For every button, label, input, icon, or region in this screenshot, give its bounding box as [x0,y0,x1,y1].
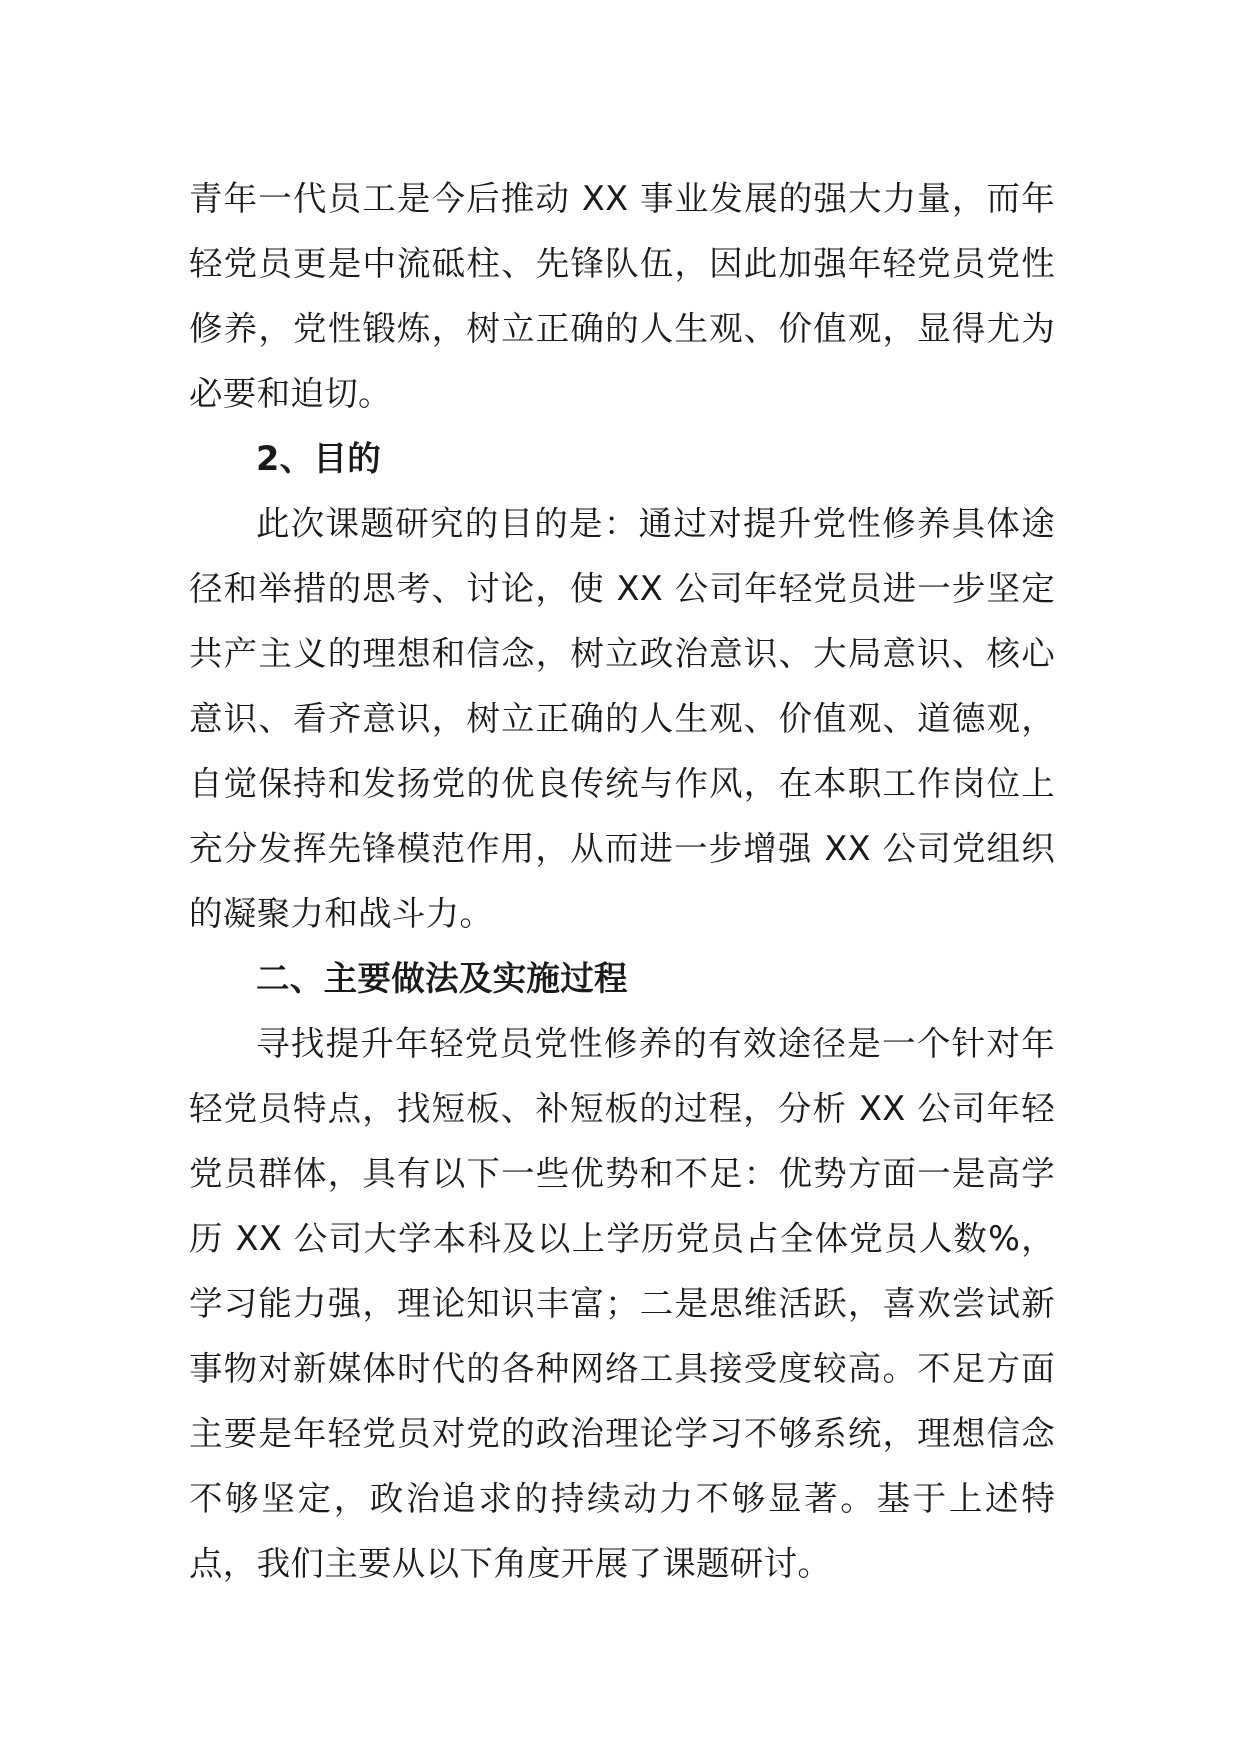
paragraph-purpose: 此次课题研究的目的是：通过对提升党性修养具体途径和举措的思考、讨论，使 XX 公司年轻党员进一步坚定共产主义的理想和信念，树立政治意识、大局意识、核心意识、看齐意识，树立正确的人生观、价值观、道德观，自觉保持和发扬党的优良传统与作风，在本职工作岗位上充分发挥先锋模范作用，从而进一步增强 XX 公司党组织的凝聚力和战斗力。 [189,504,1055,933]
section-heading-main-practices: 二、主要做法及实施过程 [256,959,628,998]
section-heading-purpose: 2、目的 [256,439,382,478]
paragraph-main-practices: 寻找提升年轻党员党性修养的有效途径是一个针对年轻党员特点，找短板、补短板的过程，分析 XX 公司年轻党员群体，具有以下一些优势和不足：优势方面一是高学历 XX 公司大学本科及以上学历党员占全体党员人数%，学习能力强，理论知识丰富；二是思维活跃，喜欢尝试新事物对新媒体时代的各种网络工具接受度较高。不足方面主要是年轻党员对党的政治理论学习不够系统，理想信念不够坚定，政治追求的持续动力不够显著。基于上述特点，我们主要从以下角度开展了课题研讨。 [189,1024,1055,1583]
paragraph-intro-continuation: 青年一代员工是今后推动 XX 事业发展的强大力量，而年轻党员更是中流砥柱、先锋队伍，因此加强年轻党员党性修养，党性锻炼，树立正确的人生观、价值观，显得尤为必要和迫切。 [189,179,1055,413]
document-body [189,166,1055,1596]
